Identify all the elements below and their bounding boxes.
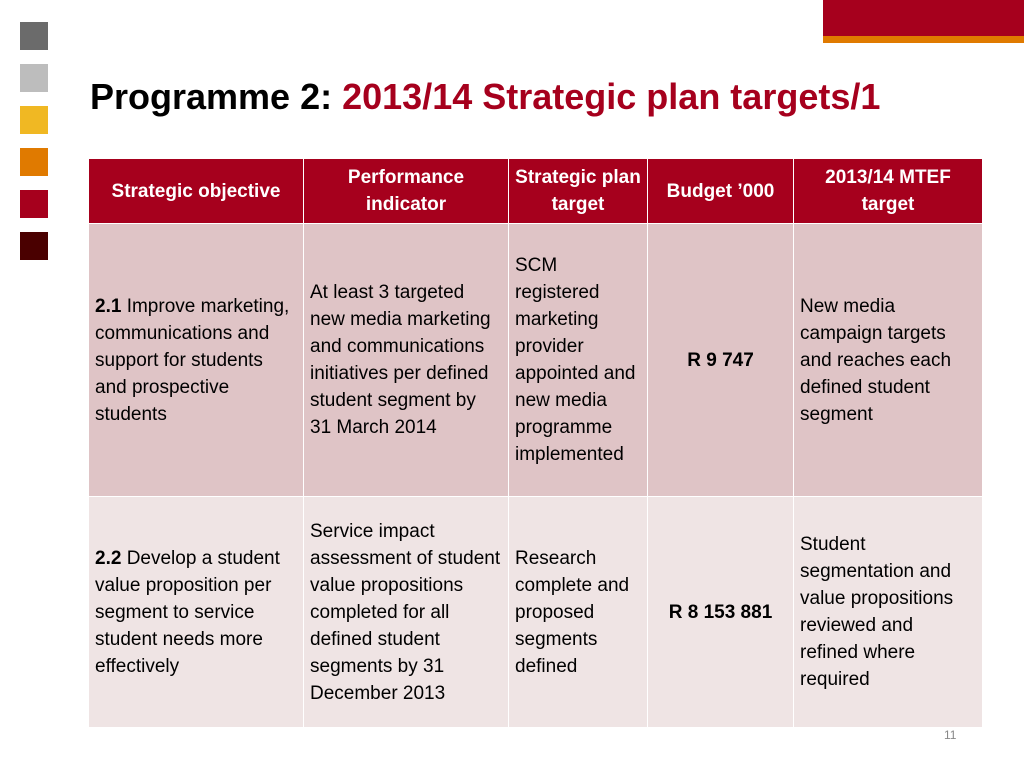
table-header-row (89, 159, 983, 224)
cell-objective (89, 224, 304, 497)
header-performance-indicator: Performance indicator (304, 159, 509, 224)
table-row (89, 224, 983, 497)
header-budget: Budget ’000 (648, 159, 794, 224)
objective-number: 2.2 (95, 547, 122, 569)
cell-mtef-target: New media campaign targets and reaches each defined student segment (794, 224, 983, 497)
decor-square-1 (20, 22, 48, 50)
objective-number: 2.1 (95, 295, 122, 317)
cell-plan-target: SCM registered marketing provider appointed and new media programme implemented (509, 224, 648, 497)
cell-budget: R 9 747 (648, 224, 794, 497)
decor-square-6 (20, 232, 48, 260)
slide-title (90, 76, 880, 118)
cell-indicator: Service impact assessment of student value propositions completed for all defined student segments by 31 December 2013 (304, 497, 509, 728)
page-number: 11 (944, 728, 957, 742)
objective-text: Improve marketing, communications and support for students and prospective students (95, 295, 290, 425)
decor-square-5 (20, 190, 48, 218)
cell-budget: R 8 153 881 (648, 497, 794, 728)
cell-objective (89, 497, 304, 728)
slide-title-highlight: 2013/14 Strategic plan targets/1 (342, 76, 881, 117)
cell-mtef-target: Student segmentation and value propositions reviewed and refined where required (794, 497, 983, 728)
objective-text: Develop a student value proposition per segment to service student needs more effectively (95, 547, 280, 677)
header-mtef-target: 2013/14 MTEF target (794, 159, 983, 224)
cell-plan-target: Research complete and proposed segments defined (509, 497, 648, 728)
decor-square-4 (20, 148, 48, 176)
slide-title-prefix: Programme 2: (90, 76, 333, 117)
table-row (89, 497, 983, 728)
header-red-bar (823, 0, 1024, 36)
header-orange-bar (823, 36, 1024, 43)
decor-square-3 (20, 106, 48, 134)
cell-indicator: At least 3 targeted new media marketing and communications initiatives per defined student segment by 31 March 2014 (304, 224, 509, 497)
header-strategic-plan-target: Strategic plan target (509, 159, 648, 224)
header-strategic-objective: Strategic objective (89, 159, 304, 224)
decor-square-2 (20, 64, 48, 92)
targets-table (88, 158, 983, 728)
